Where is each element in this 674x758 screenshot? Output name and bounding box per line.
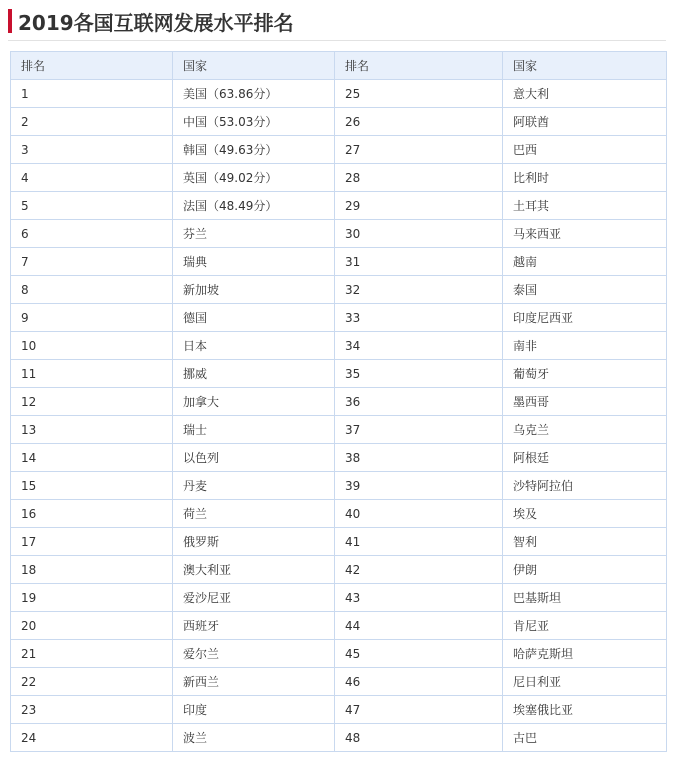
country-cell: 英国（49.02分）	[173, 164, 335, 192]
table-row	[11, 388, 667, 416]
title-accent-bar	[8, 9, 12, 33]
table-row	[11, 220, 667, 248]
rank-cell: 38	[335, 444, 503, 472]
country-cell: 伊朗	[503, 556, 667, 584]
country-cell: 新加坡	[173, 276, 335, 304]
rank-cell: 25	[335, 80, 503, 108]
country-cell: 墨西哥	[503, 388, 667, 416]
column-header-country: 国家	[503, 52, 667, 80]
table-row	[11, 668, 667, 696]
table-row	[11, 108, 667, 136]
rank-cell: 48	[335, 724, 503, 752]
rank-cell: 3	[11, 136, 173, 164]
country-cell: 巴基斯坦	[503, 584, 667, 612]
country-cell: 瑞士	[173, 416, 335, 444]
rank-cell: 6	[11, 220, 173, 248]
table-header-row	[11, 52, 667, 80]
country-cell: 越南	[503, 248, 667, 276]
country-cell: 土耳其	[503, 192, 667, 220]
rank-cell: 43	[335, 584, 503, 612]
table-row	[11, 332, 667, 360]
rank-cell: 26	[335, 108, 503, 136]
table-body	[11, 80, 667, 752]
rank-cell: 13	[11, 416, 173, 444]
country-cell: 肯尼亚	[503, 612, 667, 640]
table-row	[11, 444, 667, 472]
rank-cell: 2	[11, 108, 173, 136]
title-divider	[8, 40, 666, 41]
table-row	[11, 192, 667, 220]
country-cell: 智利	[503, 528, 667, 556]
country-cell: 新西兰	[173, 668, 335, 696]
country-cell: 乌克兰	[503, 416, 667, 444]
table-row	[11, 584, 667, 612]
country-cell: 阿联酋	[503, 108, 667, 136]
rank-cell: 29	[335, 192, 503, 220]
table-row	[11, 640, 667, 668]
table-row	[11, 276, 667, 304]
rank-cell: 10	[11, 332, 173, 360]
table-row	[11, 80, 667, 108]
country-cell: 美国（63.86分）	[173, 80, 335, 108]
country-cell: 南非	[503, 332, 667, 360]
country-cell: 葡萄牙	[503, 360, 667, 388]
rank-cell: 14	[11, 444, 173, 472]
country-cell: 加拿大	[173, 388, 335, 416]
country-cell: 印度尼西亚	[503, 304, 667, 332]
rank-cell: 5	[11, 192, 173, 220]
country-cell: 澳大利亚	[173, 556, 335, 584]
rank-cell: 45	[335, 640, 503, 668]
country-cell: 古巴	[503, 724, 667, 752]
country-cell: 芬兰	[173, 220, 335, 248]
ranking-table	[10, 51, 667, 752]
table-row	[11, 164, 667, 192]
country-cell: 意大利	[503, 80, 667, 108]
rank-cell: 30	[335, 220, 503, 248]
rank-cell: 22	[11, 668, 173, 696]
rank-cell: 21	[11, 640, 173, 668]
table-row	[11, 696, 667, 724]
country-cell: 挪威	[173, 360, 335, 388]
table-row	[11, 500, 667, 528]
table-row	[11, 304, 667, 332]
rank-cell: 32	[335, 276, 503, 304]
rank-cell: 39	[335, 472, 503, 500]
country-cell: 马来西亚	[503, 220, 667, 248]
rank-cell: 9	[11, 304, 173, 332]
rank-cell: 47	[335, 696, 503, 724]
rank-cell: 35	[335, 360, 503, 388]
rank-cell: 18	[11, 556, 173, 584]
country-cell: 爱沙尼亚	[173, 584, 335, 612]
rank-cell: 28	[335, 164, 503, 192]
country-cell: 埃塞俄比亚	[503, 696, 667, 724]
rank-cell: 23	[11, 696, 173, 724]
column-header-country: 国家	[173, 52, 335, 80]
table-row	[11, 556, 667, 584]
rank-cell: 33	[335, 304, 503, 332]
country-cell: 波兰	[173, 724, 335, 752]
title-bar	[8, 8, 294, 34]
country-cell: 韩国（49.63分）	[173, 136, 335, 164]
country-cell: 德国	[173, 304, 335, 332]
country-cell: 中国（53.03分）	[173, 108, 335, 136]
country-cell: 阿根廷	[503, 444, 667, 472]
table-row	[11, 724, 667, 752]
country-cell: 以色列	[173, 444, 335, 472]
rank-cell: 27	[335, 136, 503, 164]
country-cell: 法国（48.49分）	[173, 192, 335, 220]
rank-cell: 1	[11, 80, 173, 108]
table-row	[11, 472, 667, 500]
table-row	[11, 360, 667, 388]
rank-cell: 8	[11, 276, 173, 304]
column-header-rank: 排名	[11, 52, 173, 80]
rank-cell: 41	[335, 528, 503, 556]
rank-cell: 37	[335, 416, 503, 444]
rank-cell: 40	[335, 500, 503, 528]
rank-cell: 7	[11, 248, 173, 276]
rank-cell: 12	[11, 388, 173, 416]
country-cell: 日本	[173, 332, 335, 360]
rank-cell: 15	[11, 472, 173, 500]
rank-cell: 17	[11, 528, 173, 556]
rank-cell: 16	[11, 500, 173, 528]
country-cell: 沙特阿拉伯	[503, 472, 667, 500]
table-row	[11, 248, 667, 276]
country-cell: 西班牙	[173, 612, 335, 640]
country-cell: 泰国	[503, 276, 667, 304]
country-cell: 荷兰	[173, 500, 335, 528]
country-cell: 比利时	[503, 164, 667, 192]
country-cell: 印度	[173, 696, 335, 724]
country-cell: 爱尔兰	[173, 640, 335, 668]
table-row	[11, 136, 667, 164]
rank-cell: 31	[335, 248, 503, 276]
rank-cell: 24	[11, 724, 173, 752]
page-title: 2019各国互联网发展水平排名	[18, 10, 294, 35]
rank-cell: 44	[335, 612, 503, 640]
rank-cell: 4	[11, 164, 173, 192]
rank-cell: 42	[335, 556, 503, 584]
table-row	[11, 612, 667, 640]
table-row	[11, 528, 667, 556]
country-cell: 瑞典	[173, 248, 335, 276]
rank-cell: 34	[335, 332, 503, 360]
column-header-rank: 排名	[335, 52, 503, 80]
country-cell: 巴西	[503, 136, 667, 164]
country-cell: 埃及	[503, 500, 667, 528]
rank-cell: 46	[335, 668, 503, 696]
country-cell: 丹麦	[173, 472, 335, 500]
country-cell: 哈萨克斯坦	[503, 640, 667, 668]
rank-cell: 20	[11, 612, 173, 640]
rank-cell: 36	[335, 388, 503, 416]
rank-cell: 11	[11, 360, 173, 388]
rank-cell: 19	[11, 584, 173, 612]
table-row	[11, 416, 667, 444]
country-cell: 俄罗斯	[173, 528, 335, 556]
country-cell: 尼日利亚	[503, 668, 667, 696]
